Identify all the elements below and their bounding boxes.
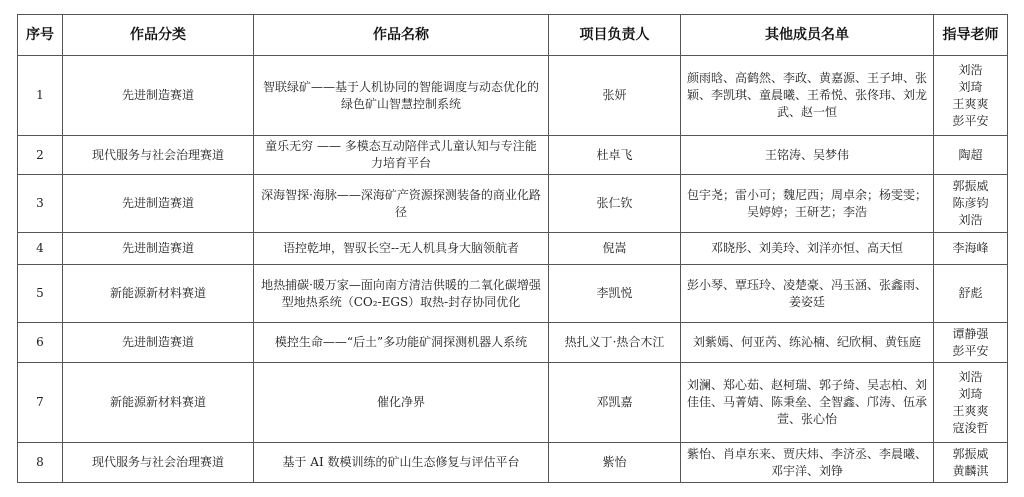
header-no: 序号 xyxy=(18,15,63,56)
advisor-name: 刘浩 xyxy=(958,369,983,384)
header-leader: 项目负责人 xyxy=(549,15,681,56)
header-category: 作品分类 xyxy=(63,15,254,56)
row-no: 3 xyxy=(18,175,63,233)
table-row xyxy=(18,265,1008,323)
table-row xyxy=(18,56,1008,136)
row-category: 先进制造赛道 xyxy=(63,56,254,136)
row-leader: 张仁钦 xyxy=(549,175,681,233)
advisor-name: 李海峰 xyxy=(952,241,989,255)
project-list-table xyxy=(17,14,1008,483)
row-members: 彭小琴、覃珏玲、凌楚豪、冯玉涵、张鑫雨、姜姿廷 xyxy=(681,265,934,323)
header-advisors: 指导老师 xyxy=(934,15,1008,56)
advisor-name: 陶超 xyxy=(958,147,983,162)
row-category: 新能源新材料赛道 xyxy=(63,265,254,323)
row-leader: 邓凯嘉 xyxy=(549,363,681,443)
row-leader: 紫怡 xyxy=(549,443,681,483)
row-members: 邓晓彤、刘美玲、刘洋亦恒、高天恒 xyxy=(681,233,934,265)
row-advisors xyxy=(934,265,1008,323)
row-advisors xyxy=(934,175,1008,233)
row-members: 颜雨晗、高鹤然、李政、黄嘉源、王子坤、张颖、李凯琪、童晨曦、王希悦、张佟玮、刘龙武、赵一恒 xyxy=(681,56,934,136)
advisor-name: 舒彪 xyxy=(958,286,983,300)
row-members: 刘紫嫣、何亚芮、练沁楠、纪欣桐、黄钰庭 xyxy=(681,323,934,363)
advisor-name: 郭振威 xyxy=(952,446,989,461)
advisor-name: 刘琦 xyxy=(958,386,983,401)
row-category: 新能源新材料赛道 xyxy=(63,363,254,443)
table-row xyxy=(18,136,1008,175)
row-advisors xyxy=(934,443,1008,483)
row-leader: 倪嵩 xyxy=(549,233,681,265)
advisor-name: 黄麟淇 xyxy=(952,463,989,478)
row-category: 现代服务与社会治理赛道 xyxy=(63,136,254,175)
advisor-name: 刘浩 xyxy=(958,213,983,227)
row-no: 8 xyxy=(18,443,63,483)
row-no: 6 xyxy=(18,323,63,363)
row-title: 智联绿矿——基于人机协同的智能调度与动态优化的绿色矿山智慧控制系统 xyxy=(254,56,549,136)
advisor-name: 寇浚哲 xyxy=(952,420,989,435)
row-title: 模控生命——“后土”多功能矿洞探测机器人系统 xyxy=(254,323,549,363)
table-row xyxy=(18,323,1008,363)
row-title: 童乐无穷 —— 多模态互动陪伴式儿童认知与专注能力培育平台 xyxy=(254,136,549,175)
row-members: 包宇尧；雷小可；魏尼西；周卓余；杨雯雯；吴婷婷；王研艺；李浩 xyxy=(681,175,934,233)
row-no: 1 xyxy=(18,56,63,136)
row-no: 7 xyxy=(18,363,63,443)
row-leader: 李凯悦 xyxy=(549,265,681,323)
row-title: 地热捕碳·暖万家—面向南方清洁供暖的二氧化碳增强型地热系统（CO₂-EGS）取热-封存协同优化 xyxy=(254,265,549,323)
row-title: 深海智探·海脉——深海矿产资源探测装备的商业化路径 xyxy=(254,175,549,233)
row-advisors xyxy=(934,56,1008,136)
advisor-name: 彭平安 xyxy=(952,113,989,128)
row-title: 语控乾坤，智驭长空--无人机具身大脑领航者 xyxy=(254,233,549,265)
table-row xyxy=(18,363,1008,443)
table-row xyxy=(18,233,1008,265)
advisor-name: 郭振威 xyxy=(952,179,989,193)
row-members: 王铭涛、吴梦伟 xyxy=(681,136,934,175)
row-members: 紫怡、肖卓东来、贾庆炜、李济丞、李晨曦、邓宇洋、刘铮 xyxy=(681,443,934,483)
row-leader: 张妍 xyxy=(549,56,681,136)
row-category: 先进制造赛道 xyxy=(63,175,254,233)
table-row xyxy=(18,443,1008,483)
row-title: 催化净界 xyxy=(254,363,549,443)
row-category: 现代服务与社会治理赛道 xyxy=(63,443,254,483)
row-no: 5 xyxy=(18,265,63,323)
table-row xyxy=(18,175,1008,233)
row-advisors xyxy=(934,323,1008,363)
row-leader: 热扎义丁·热合木江 xyxy=(549,323,681,363)
row-members: 刘澜、郑心茹、赵柯瑞、郭子绮、吴志柏、刘佳佳、马菁婧、陈秉垒、全智鑫、邝涛、伍承萱、张心怡 xyxy=(681,363,934,443)
row-advisors xyxy=(934,233,1008,265)
row-leader: 杜卓飞 xyxy=(549,136,681,175)
advisor-name: 刘浩 xyxy=(958,62,983,77)
advisor-name: 刘琦 xyxy=(958,79,983,94)
row-advisors xyxy=(934,363,1008,443)
advisor-name: 彭平安 xyxy=(952,343,989,358)
advisor-name: 王爽爽 xyxy=(952,403,989,418)
advisor-name: 王爽爽 xyxy=(952,96,989,111)
header-title: 作品名称 xyxy=(254,15,549,56)
row-advisors xyxy=(934,136,1008,175)
row-no: 2 xyxy=(18,136,63,175)
row-category: 先进制造赛道 xyxy=(63,323,254,363)
row-title: 基于 AI 数模训练的矿山生态修复与评估平台 xyxy=(254,443,549,483)
row-no: 4 xyxy=(18,233,63,265)
advisor-name: 谭静强 xyxy=(952,326,989,341)
advisor-name: 陈彦钧 xyxy=(952,196,989,210)
header-row xyxy=(18,15,1008,56)
header-members: 其他成员名单 xyxy=(681,15,934,56)
row-category: 先进制造赛道 xyxy=(63,233,254,265)
